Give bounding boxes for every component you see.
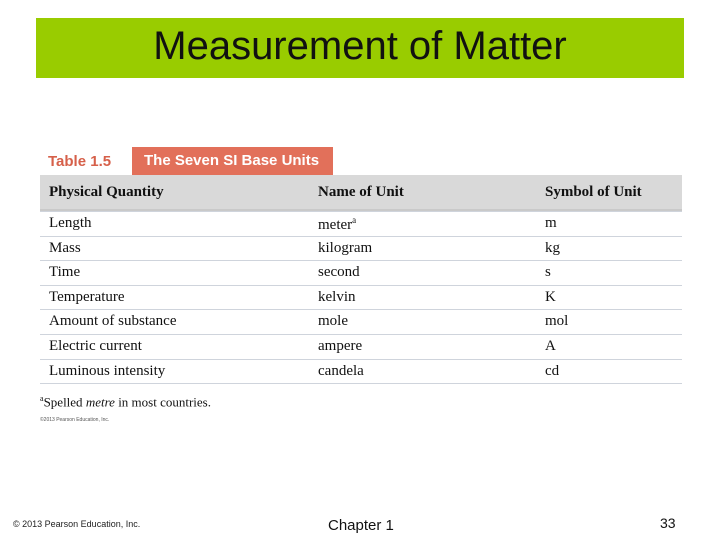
symbol-cell: s	[545, 264, 551, 281]
symbol-cell: kg	[545, 239, 560, 256]
unit-cell: second	[318, 264, 360, 281]
table-row	[40, 286, 682, 311]
unit-cell: ampere	[318, 337, 363, 354]
footnote-ref: a	[352, 215, 357, 225]
header-name-of-unit: Name of Unit	[318, 184, 404, 200]
unit-name: meter	[318, 217, 353, 233]
quantity-cell: Luminous intensity	[49, 362, 166, 379]
symbol-cell: K	[545, 288, 556, 305]
unit-cell: candela	[318, 362, 364, 379]
symbol-cell: mol	[545, 313, 569, 330]
unit-cell	[318, 215, 356, 234]
header-physical-quantity: Physical Quantity	[49, 184, 164, 200]
unit-cell: kilogram	[318, 239, 373, 256]
header-symbol-of-unit: Symbol of Unit	[545, 184, 642, 200]
quantity-cell: Time	[49, 264, 81, 281]
unit-cell: kelvin	[318, 288, 356, 305]
symbol-cell: cd	[545, 362, 560, 379]
slide-title: Measurement of Matter	[153, 24, 567, 68]
table-copyright: ©2013 Pearson Education, Inc.	[40, 417, 110, 423]
title-bar	[36, 18, 684, 78]
table-row	[40, 310, 682, 335]
footer-copyright: © 2013 Pearson Education, Inc.	[13, 519, 141, 529]
footnote-suffix: in most countries.	[114, 394, 211, 410]
quantity-cell: Length	[49, 215, 92, 231]
footnote-marker: a	[40, 394, 44, 403]
quantity-cell: Temperature	[49, 288, 125, 305]
table-footnote	[40, 394, 211, 410]
si-units-table	[40, 147, 682, 427]
quantity-cell: Mass	[49, 239, 81, 256]
table-row	[40, 237, 682, 262]
table-title: The Seven SI Base Units	[132, 147, 333, 175]
table-number: Table 1.5	[48, 152, 112, 170]
symbol-cell: m	[545, 215, 557, 231]
footer-chapter: Chapter 1	[328, 517, 394, 534]
symbol-cell: A	[545, 337, 556, 354]
quantity-cell: Electric current	[49, 337, 142, 354]
table-row	[40, 360, 682, 385]
page-number: 33	[660, 515, 676, 531]
table-row	[40, 211, 682, 237]
table-row	[40, 261, 682, 286]
footnote-emphasis: metre	[85, 394, 115, 410]
table-row	[40, 335, 682, 360]
quantity-cell: Amount of substance	[49, 313, 177, 330]
unit-cell: mole	[318, 313, 348, 330]
footnote-prefix: Spelled	[43, 394, 86, 410]
table-caption	[40, 147, 333, 175]
table-body	[40, 211, 682, 384]
table-header-row	[40, 175, 682, 211]
